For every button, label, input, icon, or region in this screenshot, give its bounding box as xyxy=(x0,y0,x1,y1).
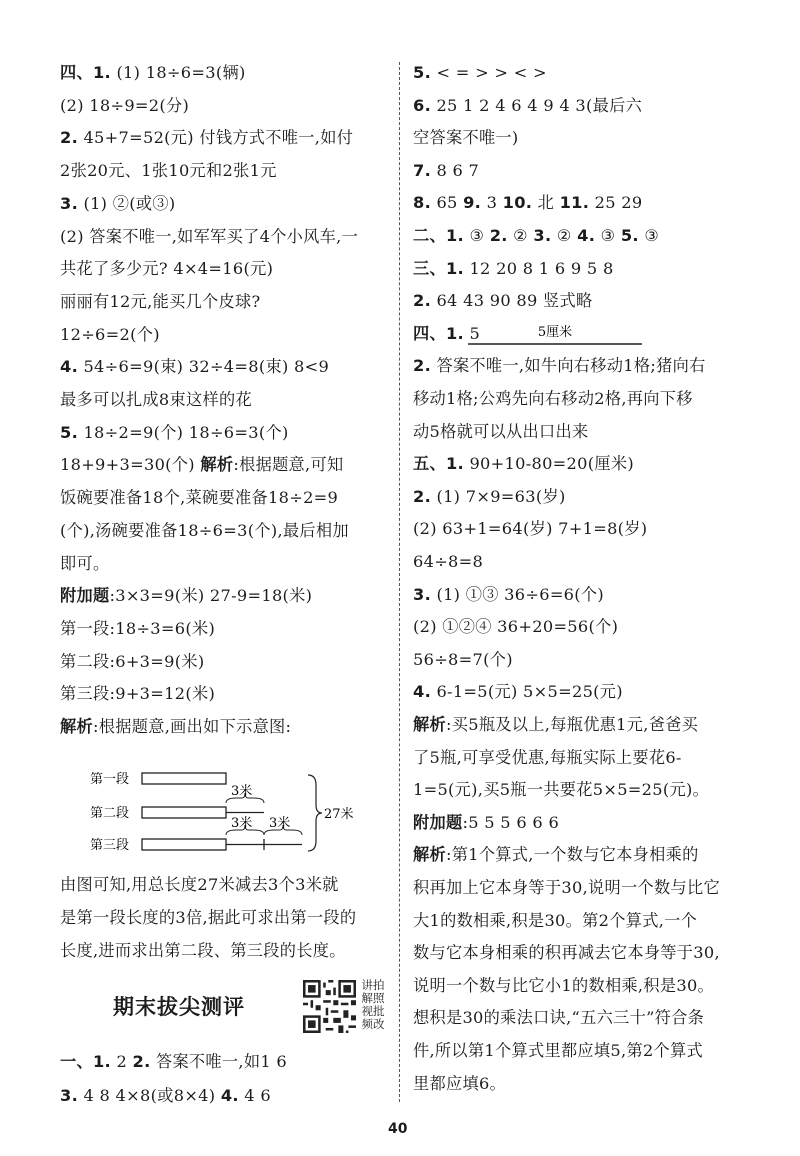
answer-text: 25 1 2 4 6 4 9 4 3(最后六 xyxy=(431,95,643,115)
answer-line xyxy=(60,1051,287,1073)
question-number: 10. xyxy=(502,193,533,213)
answer-text: 第二段:6+3=9(米) xyxy=(60,651,205,671)
answer-line xyxy=(413,355,706,377)
answer-line xyxy=(413,421,588,443)
answer-text: 最多可以扎成8束这样的花 xyxy=(60,390,252,409)
answer-text: 第三段:9+3=12(米) xyxy=(60,684,216,704)
question-number: 4. xyxy=(413,682,432,702)
answer-text: 6-1=5(元) 5×5=25(元) xyxy=(431,682,623,702)
question-number: 3. xyxy=(413,584,432,604)
qr-code-icon xyxy=(303,980,356,1033)
answer-text: :根据题意,画出如下示意图: xyxy=(92,717,292,736)
diagram-row-label: 第三段 xyxy=(90,838,130,853)
answer-text: 由图可知,用总长度27米减去3个3米就 xyxy=(60,875,339,894)
answer-text: 45+7=52(元) 付钱方式不唯一,如付 xyxy=(78,128,354,148)
answer-text: 第一段:18÷3=6(米) xyxy=(60,618,216,638)
answer-text: 想积是30的乘法口诀,“五六三十”符合条 xyxy=(413,1008,705,1028)
total-length-label: 27米 xyxy=(324,807,354,822)
answer-text: 3 xyxy=(481,193,503,213)
question-number: 解析 xyxy=(413,845,446,865)
diagram-row-label: 第二段 xyxy=(90,806,130,821)
answer-text: 64 43 90 89 竖式略 xyxy=(431,291,593,311)
answer-text: (1) ①③ 36÷6=6(个) xyxy=(431,584,604,604)
question-number: 解析 xyxy=(60,717,93,736)
answer-text: 大1的数相乘,积是30。第2个算式,一个 xyxy=(413,910,698,930)
answer-line xyxy=(60,324,160,346)
answer-line xyxy=(413,812,559,834)
question-number: 五、1. xyxy=(413,454,464,474)
answer-text: 12÷6=2(个) xyxy=(60,324,160,344)
answer-line xyxy=(60,585,312,607)
answer-text: (2) 18÷9=2(分) xyxy=(60,95,190,115)
answer-line xyxy=(413,975,714,997)
answer-line xyxy=(60,874,339,896)
answer-text: 18÷2=9(个) 18÷6=3(个) xyxy=(78,422,289,442)
question-number: 3. xyxy=(533,226,552,245)
answer-text: 饭碗要准备18个,菜碗要准备18÷2=9 xyxy=(60,488,339,508)
question-number: 5. xyxy=(60,422,79,442)
question-number: 3. xyxy=(60,1086,79,1105)
answer-text: ③ xyxy=(595,226,621,245)
answer-text: 90+10-80=20(厘米) xyxy=(464,454,634,474)
answer-text: (1) 7×9=63(岁) xyxy=(431,486,566,506)
question-number: 四、1. xyxy=(60,63,111,82)
answer-text: (2) 63+1=64(岁) 7+1=8(岁) xyxy=(413,519,648,539)
answer-text: :买5瓶及以上,每瓶优惠1元,爸爸买 xyxy=(445,715,699,734)
answer-text: :5 5 5 6 6 6 xyxy=(462,812,560,832)
question-number: 解析 xyxy=(413,715,446,734)
segment-extra-label: 3米 xyxy=(231,816,253,831)
answer-line xyxy=(60,193,175,215)
answer-line xyxy=(413,486,566,508)
answer-text: 答案不唯一,如1 6 xyxy=(150,1052,287,1071)
answer-line xyxy=(60,356,329,378)
line-segment-label: 5厘米 xyxy=(537,325,573,340)
total-brace-icon xyxy=(308,775,322,851)
answer-line xyxy=(60,520,349,542)
answer-text: ② xyxy=(507,226,534,245)
answer-line xyxy=(60,258,273,280)
question-number: 4. xyxy=(577,226,596,245)
answer-line xyxy=(413,62,547,84)
answer-text: 丽丽有12元,能买几个皮球? xyxy=(60,291,261,311)
segment-extra-label: 3米 xyxy=(269,816,291,831)
answer-text: 5 xyxy=(464,323,481,343)
answer-text: :根据题意,可知 xyxy=(233,455,344,475)
answer-line xyxy=(60,618,215,640)
answer-line xyxy=(413,160,479,182)
answer-line xyxy=(413,551,483,573)
line-segment-figure xyxy=(466,322,646,348)
answer-text: 56÷8=7(个) xyxy=(413,649,513,669)
answer-text: 件,所以第1个算式里都应填5,第2个算式 xyxy=(413,1041,703,1060)
answer-line xyxy=(413,1073,506,1095)
answer-line xyxy=(413,747,682,769)
question-number: 2. xyxy=(413,356,432,376)
answer-text: 1=5(元),买5瓶一共要花5×5=25(元)。 xyxy=(413,780,710,800)
answer-line xyxy=(60,716,291,738)
question-number: 二、1. xyxy=(413,226,464,245)
question-number: 2. xyxy=(132,1052,151,1071)
answer-line xyxy=(60,160,277,182)
answer-line xyxy=(413,1040,703,1062)
answer-line xyxy=(413,127,519,149)
answer-line xyxy=(60,553,109,575)
answer-text: ② xyxy=(551,226,578,245)
answer-text: 数与它本身相乘的积再减去它本身等于30, xyxy=(413,943,720,963)
answer-line xyxy=(60,422,289,444)
question-number: 4. xyxy=(220,1086,239,1105)
answer-line xyxy=(413,714,698,736)
answer-text: 2张20元、1张10元和2张1元 xyxy=(60,161,277,181)
segment-diagram xyxy=(90,765,370,861)
answer-text: 空答案不唯一) xyxy=(413,128,519,148)
question-number: 5. xyxy=(620,226,639,245)
answer-line xyxy=(413,584,604,606)
answer-line xyxy=(60,907,356,929)
answer-line xyxy=(413,877,720,899)
segment-one-bar xyxy=(142,773,226,784)
question-number: 解析 xyxy=(200,455,234,475)
answer-line xyxy=(60,683,215,705)
answer-text: 移动1格;公鸡先向右移动2格,再向下移 xyxy=(413,389,693,408)
qr-caption-line: 视批 xyxy=(361,1004,385,1018)
answer-text: 25 29 xyxy=(589,193,643,213)
answer-line xyxy=(413,779,709,801)
answer-text: 动5格就可以从出口出来 xyxy=(413,421,589,441)
question-number: 9. xyxy=(463,193,482,213)
answer-line xyxy=(60,226,358,248)
answer-line xyxy=(413,649,513,671)
question-number: 6. xyxy=(413,95,432,115)
answer-text: (1) 18÷6=3(辆) xyxy=(111,63,246,82)
question-number: 7. xyxy=(413,160,432,180)
answer-text: (2) ①②④ 36+20=56(个) xyxy=(413,617,619,637)
answer-text: 18+9+3=30(个) xyxy=(60,455,201,475)
answer-text: 8 6 7 xyxy=(431,160,480,180)
answer-line xyxy=(413,1007,704,1029)
question-number: 3. xyxy=(60,193,79,213)
answer-line xyxy=(60,389,252,411)
answer-line xyxy=(60,127,353,149)
question-number: 8. xyxy=(413,193,432,213)
answer-text: 共花了多少元? 4×4=16(元) xyxy=(60,259,274,279)
qr-caption-line: 频改 xyxy=(361,1017,385,1031)
question-number: 四、1. xyxy=(413,323,464,343)
answer-text: 说明一个数与比它小1的数相乘,积是30。 xyxy=(413,975,715,995)
answer-text: 了5瓶,可享受优惠,每瓶实际上要花6- xyxy=(413,747,682,767)
answer-text: (2) 答案不唯一,如军军买了4个小风车,一 xyxy=(60,226,359,246)
answer-line xyxy=(413,518,647,540)
answer-line xyxy=(60,487,338,509)
answer-line xyxy=(413,681,623,703)
question-number: 2. xyxy=(413,486,432,506)
answer-text: 65 xyxy=(431,193,464,213)
answer-line xyxy=(60,95,189,117)
answer-line xyxy=(413,290,593,312)
qr-caption-line: 解照 xyxy=(361,991,385,1005)
answer-line xyxy=(413,388,693,410)
diagram-row-label: 第一段 xyxy=(90,772,130,787)
answer-text: 即可。 xyxy=(60,553,110,573)
answer-text: 积再加上它本身等于30,说明一个数与比它 xyxy=(413,878,720,897)
answer-text: 长度,进而求出第二段、第三段的长度。 xyxy=(60,941,346,960)
answer-line xyxy=(413,616,618,638)
answer-line xyxy=(60,940,346,962)
page-number: 40 xyxy=(388,1121,408,1137)
answer-line xyxy=(413,453,634,475)
answer-line xyxy=(413,192,642,214)
answer-text: < = > > < > xyxy=(431,63,547,82)
answer-line xyxy=(60,651,204,673)
answer-text: 54÷6=9(束) 32÷4=8(束) 8<9 xyxy=(78,357,330,377)
answer-text: 是第一段长度的3倍,据此可求出第一段的 xyxy=(60,908,357,927)
answer-text: 答案不唯一,如牛向右移动1格;猪向右 xyxy=(431,356,706,376)
question-number: 附加题 xyxy=(60,586,110,606)
question-number: 4. xyxy=(60,357,79,377)
answer-text: :第1个算式,一个数与它本身相乘的 xyxy=(445,845,699,865)
qr-caption-line: 讲拍 xyxy=(361,978,385,992)
answer-text: 北 xyxy=(532,193,560,213)
answer-text: (1) ②(或③) xyxy=(78,193,176,213)
answer-line xyxy=(413,258,614,280)
qr-caption xyxy=(358,979,388,1031)
section-title: 期末拔尖测评 xyxy=(113,995,245,1019)
answer-line xyxy=(413,95,642,117)
answer-text: 2 xyxy=(111,1052,133,1071)
answer-line xyxy=(60,291,261,313)
segment-two-bar xyxy=(142,807,226,818)
question-number: 2. xyxy=(489,226,508,245)
segment-three-bar xyxy=(142,839,226,850)
answer-line xyxy=(60,1085,271,1107)
question-number: 11. xyxy=(559,193,590,213)
answer-line xyxy=(60,454,343,476)
segment-extra-label: 3米 xyxy=(231,784,253,799)
answer-text: ③ xyxy=(638,226,660,245)
answer-text: 4 6 xyxy=(238,1086,271,1105)
answer-text: 12 20 8 1 6 9 5 8 xyxy=(464,258,614,278)
question-number: 2. xyxy=(413,291,432,311)
answer-line xyxy=(413,225,659,247)
question-number: 附加题 xyxy=(413,812,463,832)
answer-line xyxy=(413,910,697,932)
answer-text: 64÷8=8 xyxy=(413,552,484,571)
answer-text: (个),汤碗要准备18÷6=3(个),最后相加 xyxy=(60,520,349,540)
column-divider xyxy=(399,62,400,1102)
answer-line xyxy=(413,942,720,964)
answer-text: ③ xyxy=(464,226,490,245)
answer-line xyxy=(60,62,246,84)
answer-line xyxy=(413,844,699,866)
question-number: 一、1. xyxy=(60,1052,111,1071)
question-number: 2. xyxy=(60,128,79,148)
question-number: 三、1. xyxy=(413,258,464,278)
question-number: 5. xyxy=(413,63,432,82)
answer-text: 4 8 4×8(或8×4) xyxy=(78,1086,221,1105)
answer-text: 里都应填6。 xyxy=(413,1073,507,1093)
answer-text: :3×3=9(米) 27-9=18(米) xyxy=(109,586,313,606)
